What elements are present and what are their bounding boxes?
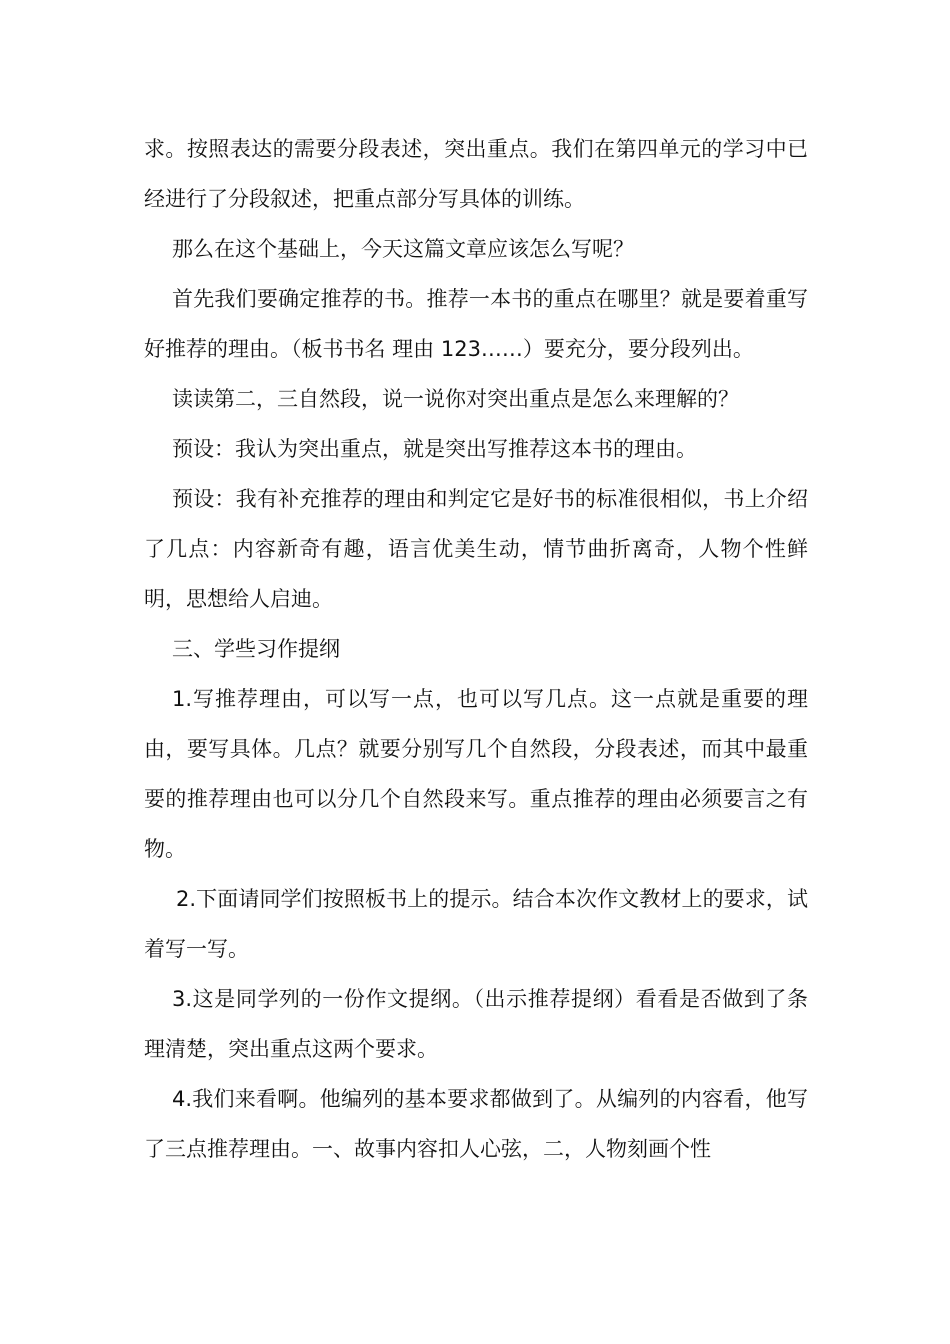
paragraph-question: 那么在这个基础上，今天这篇文章应该怎么写呢？ (172, 237, 634, 261)
list-item-1: 1.写推荐理由，可以写一点，也可以写几点。这一点就是重要的理由，要写具体。几点？就要分别写几个自然段，分段表述，而其中最重要的推荐理由也可以分几个自然段来写。重点推荐的理由必须要言之有物。 (144, 687, 808, 861)
paragraph-preset-1: 预设：我认为突出重点，就是突出写推荐这本书的理由。 (172, 437, 697, 461)
list-item-3: 3.这是同学列的一份作文提纲。（出示推荐提纲）看看是否做到了条理清楚，突出重点这两个要求。 (144, 987, 808, 1061)
document-body (144, 124, 808, 1174)
list-item-2: 2.下面请同学们按照板书上的提示。结合本次作文教材上的要求，试着写一写。 (144, 887, 808, 961)
paragraph-continuation: 求。按照表达的需要分段表述，突出重点。我们在第四单元的学习中已经进行了分段叙述，把重点部分写具体的训练。 (144, 137, 808, 211)
paragraph-preset-2: 预设：我有补充推荐的理由和判定它是好书的标准很相似，书上介绍了几点：内容新奇有趣，语言优美生动，情节曲折离奇，人物个性鲜明，思想给人启迪。 (144, 487, 808, 611)
section-heading-outline: 三、学些习作提纲 (172, 637, 340, 661)
list-item-4: 4.我们来看啊。他编列的基本要求都做到了。从编列的内容看，他写了三点推荐理由。一、故事内容扣人心弦，二，人物刻画个性 (144, 1087, 808, 1161)
paragraph-recommend-reason: 首先我们要确定推荐的书。推荐一本书的重点在哪里？就是要着重写好推荐的理由。（板书书名 理由 123……）要充分，要分段列出。 (144, 287, 808, 361)
paragraph-read-sections: 读读第二，三自然段，说一说你对突出重点是怎么来理解的？ (172, 387, 739, 411)
